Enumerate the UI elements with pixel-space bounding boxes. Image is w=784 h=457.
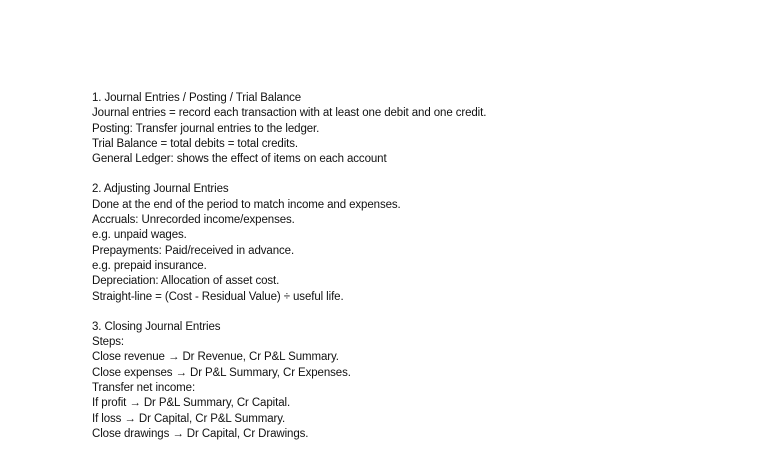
text-line: Close drawings → Dr Capital, Cr Drawings. [92, 427, 309, 440]
text-line: Accruals: Unrecorded income/expenses. [92, 214, 295, 227]
text-line: Prepayments: Paid/received in advance. [92, 244, 295, 257]
text-line: e.g. unpaid wages. [92, 229, 187, 242]
section-journal-entries [92, 91, 752, 167]
text-line: Depreciation: Allocation of asset cost. [92, 275, 280, 288]
text-line: Close expenses → Dr P&L Summary, Cr Expenses. [92, 366, 351, 379]
text-line: Journal entries = record each transaction with at least one debit and one credit. [92, 107, 487, 120]
text-line: Straight-line = (Cost - Residual Value) ÷ useful life. [92, 290, 344, 303]
text-line: If profit → Dr P&L Summary, Cr Capital. [92, 397, 291, 410]
text-line: Transfer net income: [92, 382, 196, 395]
text-line: Close revenue → Dr Revenue, Cr P&L Summary. [92, 351, 339, 364]
text-line: Steps: [92, 336, 125, 349]
text-line: e.g. prepaid insurance. [92, 259, 207, 272]
section-heading: 1. Journal Entries / Posting / Trial Balance [92, 92, 302, 104]
section-adjusting-entries [92, 182, 752, 304]
section-heading: 3. Closing Journal Entries [92, 320, 221, 333]
section-heading: 2. Adjusting Journal Entries [92, 183, 229, 196]
text-line: Trial Balance = total debits = total credits. [92, 137, 299, 150]
document-body [92, 91, 752, 457]
text-line: Done at the end of the period to match income and expenses. [92, 198, 401, 211]
text-line: General Ledger: shows the effect of items on each account [92, 153, 387, 166]
section-closing-entries [92, 320, 752, 442]
text-line: If loss → Dr Capital, Cr P&L Summary. [92, 412, 286, 425]
text-line: Posting: Transfer journal entries to the ledger. [92, 122, 320, 135]
